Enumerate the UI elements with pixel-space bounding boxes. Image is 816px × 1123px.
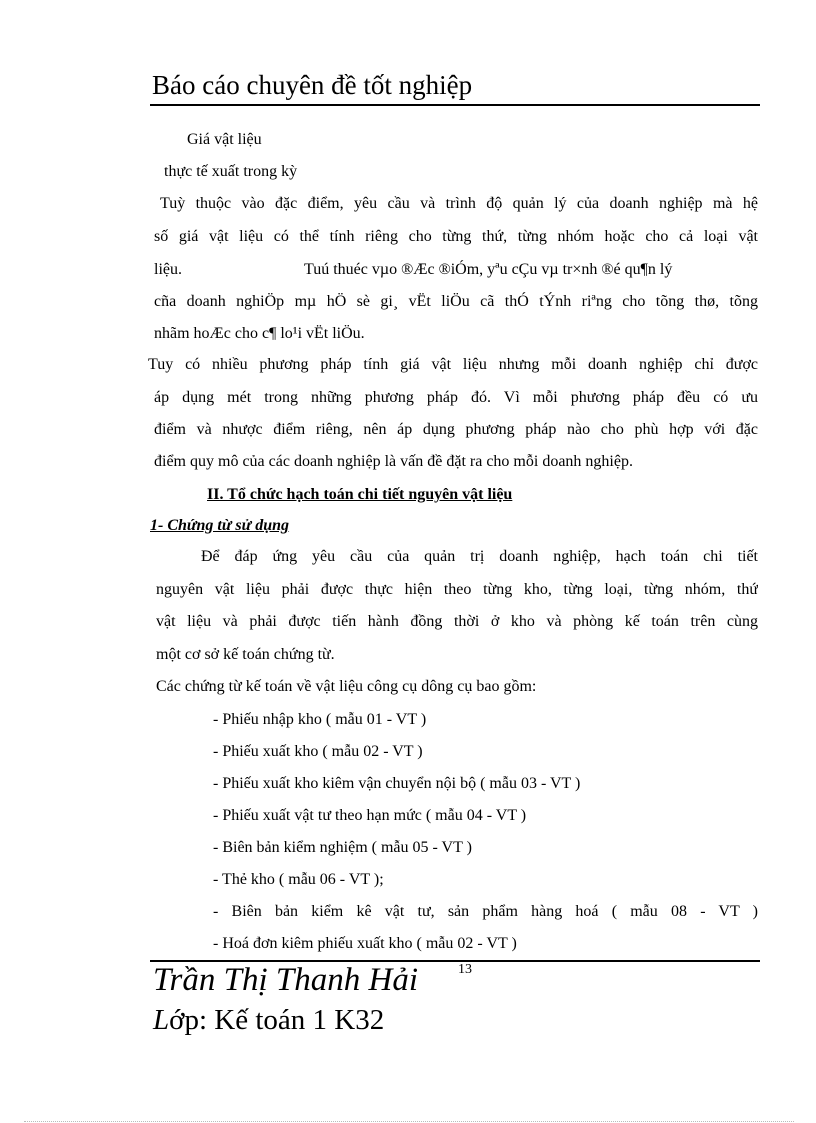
- para2-line-1: Tuy có nhiều phương pháp tính giá vật liệu nhưng mỗi doanh nghiệp chỉ được: [148, 356, 758, 373]
- para1-line-3-garbled: Tuú thuéc vµo ®Æc ®iÓm, yªu cÇu vµ tr×nh ®é qu¶n lý: [304, 261, 673, 278]
- page-bottom-dotted-line: [24, 1121, 794, 1122]
- list-item: - Phiếu nhập kho ( mẫu 01 - VT ): [213, 711, 427, 728]
- para3-line-4: một cơ sở kế toán chứng từ.: [156, 646, 335, 663]
- footer-class-rest: ớp: Kế toán 1 K32: [169, 1004, 385, 1036]
- footer-class-initial: L: [153, 1004, 170, 1036]
- para1-line-1: Tuỳ thuộc vào đặc điểm, yêu cầu và trình độ quản lý của doanh nghiệp mà hệ: [160, 195, 758, 212]
- para2-line-4: điểm quy mô của các doanh nghiệp là vấn đề đặt ra cho mỗi doanh nghiệp.: [154, 453, 633, 470]
- para1-garbled-line-2: nhãm hoÆc cho c¶ lo¹i vËt liÖu.: [154, 325, 365, 342]
- para3-line-1: Để đáp ứng yêu cầu của quản trị doanh nghiệp, hạch toán chi tiết: [201, 548, 758, 565]
- para3-line-3: vật liệu và phải được tiến hành đồng thời ở kho và phòng kế toán trên cùng: [156, 613, 758, 630]
- list-item: - Hoá đơn kiêm phiếu xuất kho ( mẫu 02 - VT ): [213, 935, 517, 952]
- formula-denominator: thực tế xuất trong kỳ: [164, 163, 298, 180]
- list-intro: Các chứng từ kế toán về vật liệu công cụ dông cụ bao gồm:: [156, 678, 537, 695]
- footer-class: [153, 1004, 384, 1037]
- para2-line-2: áp dụng mét trong những phương pháp đó. Vì mỗi phương pháp đều có ưu: [154, 389, 758, 406]
- section-heading: II. Tổ chức hạch toán chi tiết nguyên vật liệu: [207, 486, 513, 503]
- list-item: - Phiếu xuất kho kiêm vận chuyển nội bộ ( mẫu 03 - VT ): [213, 775, 581, 792]
- para1-garbled-line-1: cña doanh nghiÖp mµ hÖ sè gi¸ vËt liÖu cã thÓ tÝnh riªng cho tõng thø, tõng: [154, 293, 758, 310]
- list-item: - Phiếu xuất vật tư theo hạn mức ( mẫu 04 - VT ): [213, 807, 527, 824]
- para1-line-3-start: liệu.: [154, 261, 182, 278]
- header-title: Báo cáo chuyên đề tốt nghiệp: [152, 70, 473, 100]
- para1-line-2: số giá vật liệu có thể tính riêng cho từng thứ, từng nhóm hoặc cho cả loại vật: [154, 228, 758, 245]
- page-number: 13: [458, 962, 472, 977]
- list-item: - Biên bản kiểm nghiệm ( mẫu 05 - VT ): [213, 839, 472, 856]
- formula-numerator: Giá vật liệu: [187, 131, 262, 148]
- para3-line-2: nguyên vật liệu phải được thực hiện theo từng kho, từng loại, từng nhóm, thứ: [156, 581, 758, 598]
- list-item: - Thẻ kho ( mẫu 06 - VT );: [213, 871, 384, 888]
- sub-heading: 1- Chứng từ sử dụng: [150, 517, 290, 534]
- header-rule: [150, 104, 760, 106]
- list-item: - Biên bản kiểm kê vật tư, sản phẩm hàng hoá ( mẫu 08 - VT ): [213, 903, 758, 920]
- para2-line-3: điểm và nhược điểm riêng, nên áp dụng phương pháp nào cho phù hợp với đặc: [154, 421, 758, 438]
- list-item: - Phiếu xuất kho ( mẫu 02 - VT ): [213, 743, 423, 760]
- footer-author: Trần Thị Thanh Hải: [153, 962, 418, 998]
